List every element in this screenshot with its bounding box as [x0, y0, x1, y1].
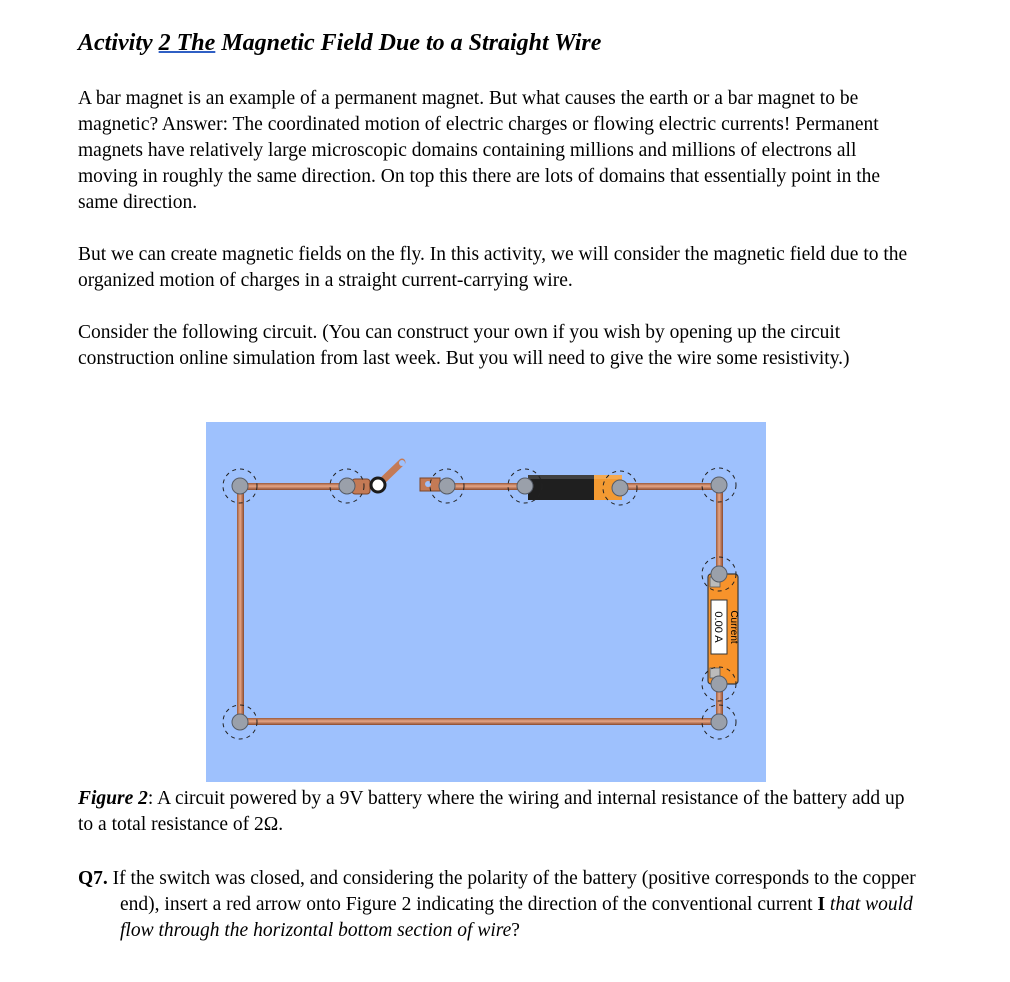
ammeter-label: Current	[728, 610, 739, 644]
wire-top-middle[interactable]	[444, 483, 522, 490]
circuit-figure	[206, 422, 766, 782]
junction-switch-left[interactable]	[339, 478, 355, 494]
title-suffix: Magnetic Field Due to a Straight Wire	[215, 30, 602, 56]
wire-top-right[interactable]	[618, 483, 720, 490]
paragraph-magnetic-fields: But we can create magnetic fields on the fly. In this activity, we will consider the magnetic field due to the organized motion of charges in a straight current-carrying wire.	[78, 244, 908, 291]
current-symbol: I	[817, 894, 826, 915]
junction-battery-right[interactable]	[612, 480, 628, 496]
switch[interactable]	[352, 460, 440, 494]
wire-left[interactable]	[237, 486, 244, 722]
title-underlined: 2 The	[158, 30, 216, 56]
activity-title	[78, 28, 601, 58]
question-q7	[78, 866, 950, 944]
question-italic-text: that would flow through the horizontal bottom section of wire	[120, 894, 913, 941]
junction-top-right[interactable]	[711, 477, 727, 493]
question-end: ?	[511, 920, 520, 941]
drag-rings	[223, 468, 736, 739]
question-number: Q7.	[78, 868, 108, 889]
circuit-diagram	[206, 422, 766, 782]
ammeter[interactable]	[708, 574, 739, 684]
junction-top-left[interactable]	[232, 478, 248, 494]
question-text: If the switch was closed, and considering the polarity of the battery (positive corresponds to the copper end), insert a red arrow onto Figure 2 indicating the direction of the conventional current	[107, 868, 916, 915]
paragraph-bar-magnet: A bar magnet is an example of a permanent magnet. But what causes the earth or a bar magnet to be magnetic? Answer: The coordinated motion of electric charges or flowing electric currents! Permanent magnets have relatively large microscopic domains containing millions and millions of electrons all moving in roughly the same direction. On top this there are lots of domains that essentially point in the same direction.	[78, 88, 881, 213]
junction-bottom-right[interactable]	[711, 714, 727, 730]
junction-ammeter-top[interactable]	[711, 566, 727, 582]
figure-caption	[78, 786, 918, 838]
junction-nodes	[232, 477, 727, 730]
paragraph-consider-circuit: Consider the following circuit. (You can construct your own if you wish by opening up the circuit construction online simulation from last week. But you will need to give the wire some resistivity.)	[78, 322, 850, 369]
title-prefix: Activity	[78, 30, 159, 56]
ammeter-value: 0.00 A	[712, 611, 724, 643]
junction-battery-left[interactable]	[517, 478, 533, 494]
junction-bottom-left[interactable]	[232, 714, 248, 730]
junction-switch-right[interactable]	[439, 478, 455, 494]
caption-label: Figure 2	[78, 788, 148, 809]
wire-bottom[interactable]	[240, 718, 722, 725]
caption-text: : A circuit powered by a 9V battery where the wiring and internal resistance of the battery add up to a total resistance of 2Ω.	[78, 788, 905, 835]
junction-ammeter-bottom[interactable]	[711, 676, 727, 692]
